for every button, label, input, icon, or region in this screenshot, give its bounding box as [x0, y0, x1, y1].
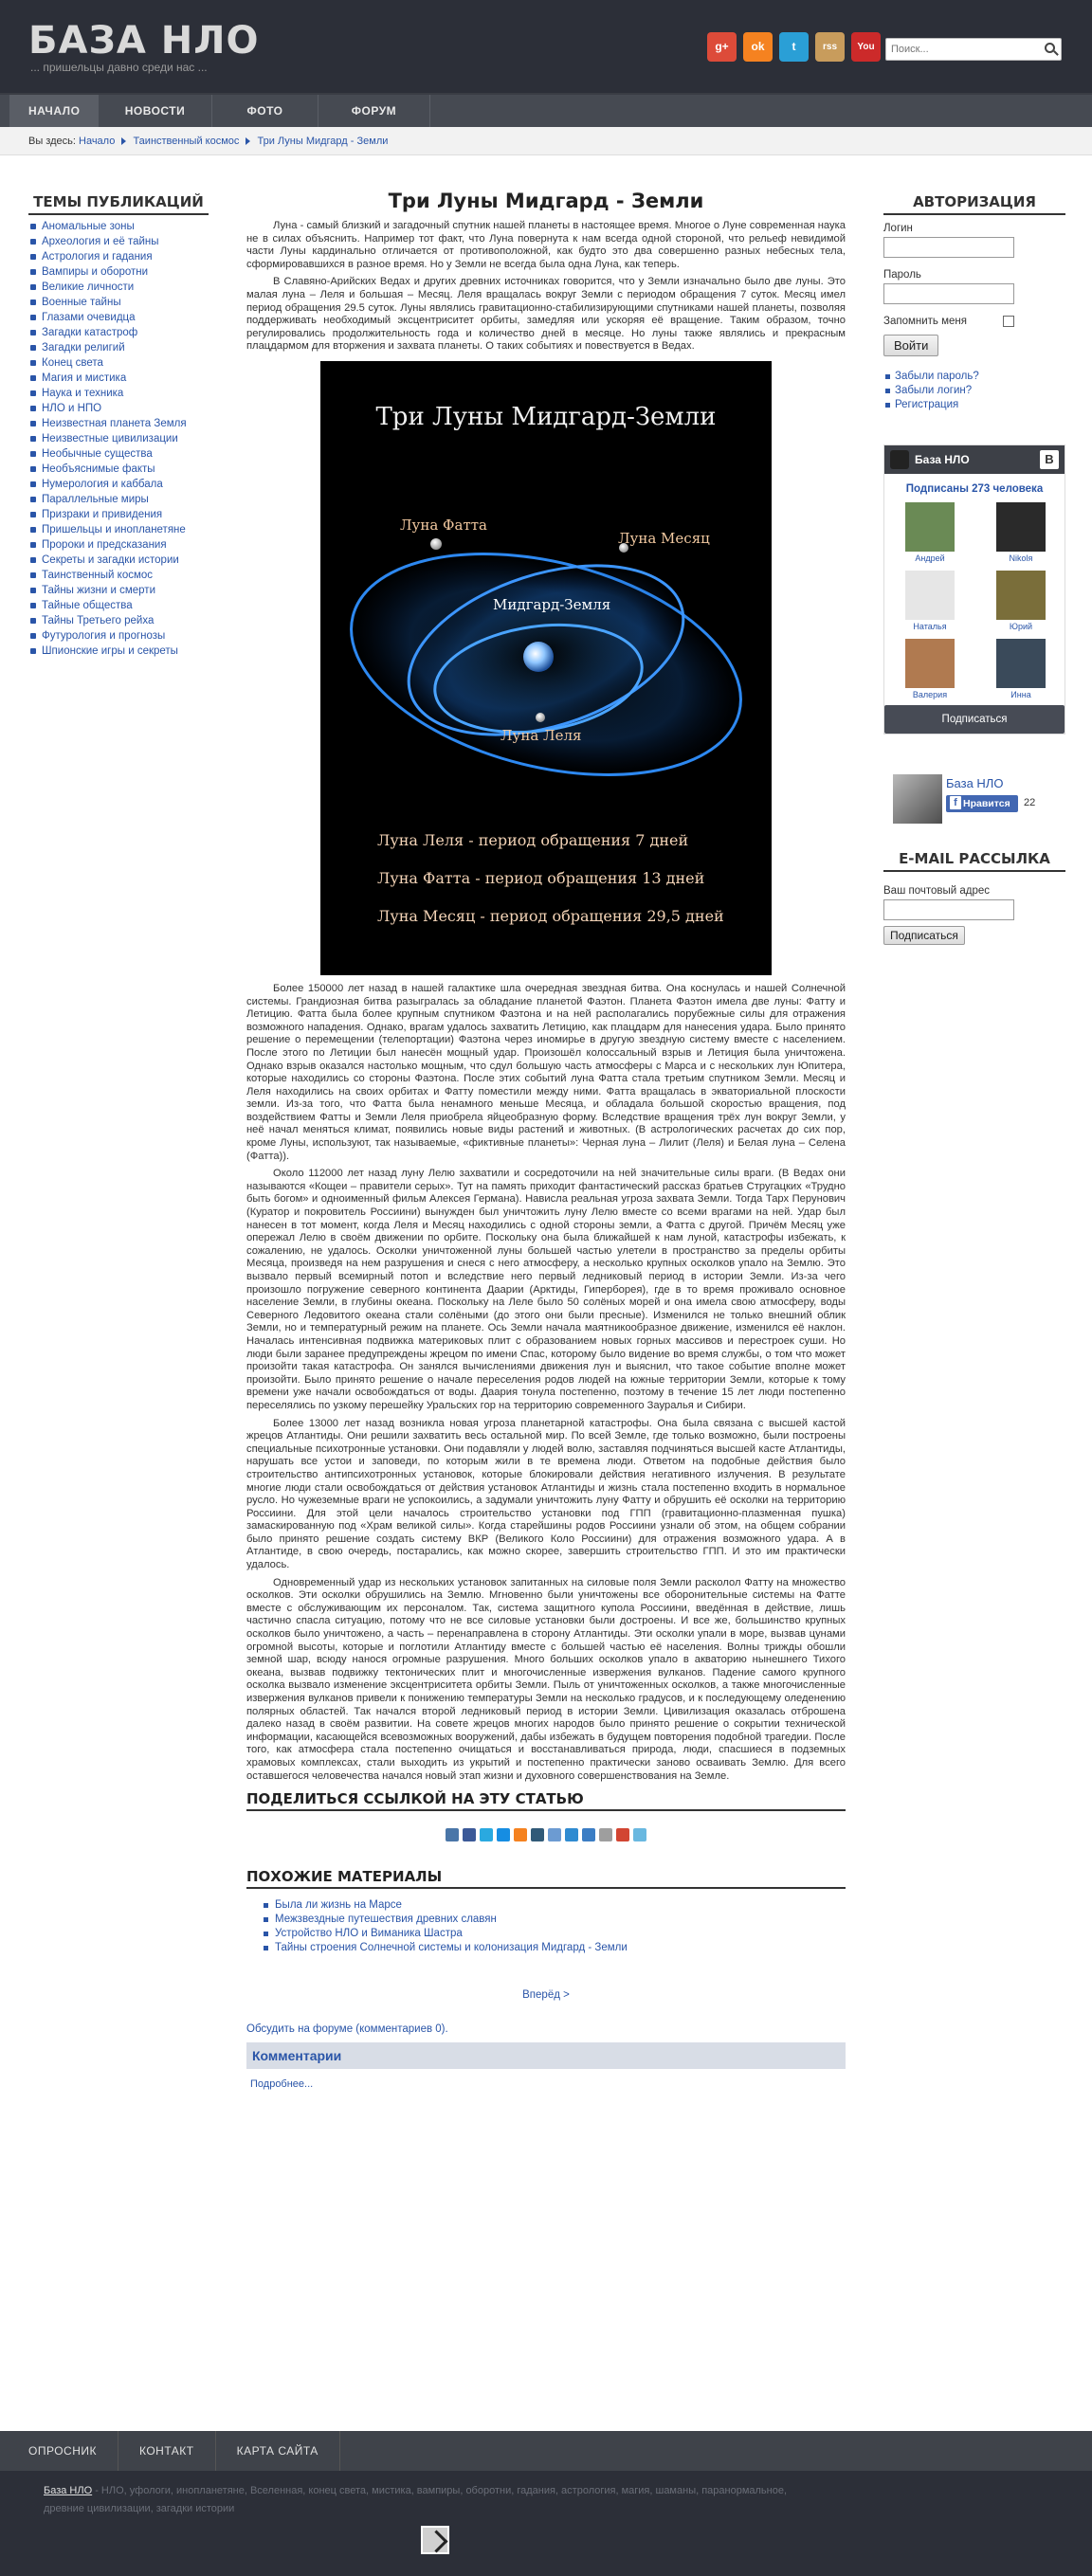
topic-link[interactable]: Загадки религий [28, 340, 209, 355]
topic-link[interactable]: Секреты и загадки истории [28, 553, 209, 568]
topic-link[interactable]: Необычные существа [28, 446, 209, 462]
vk-member-name[interactable]: Юрий [1009, 622, 1033, 631]
search-icon[interactable] [1045, 43, 1055, 53]
facebook-widget [883, 774, 1065, 829]
avatar[interactable] [996, 502, 1046, 552]
forgot-login-link[interactable]: Забыли логин? [883, 384, 1065, 398]
email-subscribe-button[interactable]: Подписаться [883, 926, 965, 945]
fb-like-count: 22 [1024, 797, 1036, 808]
avatar[interactable] [996, 639, 1046, 688]
site-footer [0, 2471, 1092, 2576]
breadcrumb-prefix: Вы здесь: [28, 136, 76, 147]
article-paragraph: Одновременный удар из нескольких установок запитанных на силовые поля Земли расколол Фатту на множество осколков. Эти осколки обрушились на Землю. Мгновенно были уничтожены все оборонительные системы на Фатте вместе с обслуживающим их персоналом. Так, система защитного купола Россиини, введённая в действие, лишь частично спасла ситуацию, потому что не все силовые установки были достроены. И все же, большинство крупных осколков было уничтожено, а часть – перенаправлена в сторону Атлантиды. Эти осколки упали в море, вызвав цунами огромной высоты, которые и поглотили Атлантиду вместе с большей частью её населения. Волны трижды обошли земной шар, всюду нанося огромные разрушения. Много больших осколков упало в акваторию нынешнего Тихого океана, вызвав подвижку тектонических плит и многочисленные извержения вулканов. Падение самого крупного осколка вызвало изменение эксцентриситета орбиты Земли. Пыль от уничтоженных осколков, а также многочисленные извержения вулканов привели к понижению температуры Земли на несколько градусов, и к последующему оледенению полярных областей. Так начался второй ледниковый период в истории Земли. Цивилизация оказалась отброшена далеко назад в своём развитии. На совете жрецов многих народов было принято решение о сокрытии технической информации, касающейся всевозможных вооружений, дабы избежать в будущем повторения подобной трагедии. После того, как атмосфера стала постепенно очищаться и восстанавливаться природа, люди, спасшиеся в подземных храмовых комплексах, стали выходить из укрытий и постепенно практически заново осваивать Землю. Для всего оставшегося человечества начался новый этап жизни и духовного совершенствования на Земле. [246, 1576, 846, 1782]
topic-link[interactable]: Шпионские игры и секреты [28, 644, 209, 659]
vk-member[interactable] [884, 639, 975, 699]
email-title: E-MAIL РАССЫЛКА [883, 850, 1065, 872]
related-link-text[interactable]: Межзвездные путешествия древних славян [275, 1914, 497, 1926]
nav-news[interactable]: НОВОСТИ [99, 95, 212, 127]
fb-like-button[interactable]: f Нравится [946, 795, 1018, 812]
vk-header[interactable] [884, 445, 1065, 474]
right-sidebar [883, 193, 1065, 945]
odnoklassniki-icon[interactable]: ok [743, 32, 773, 62]
topic-link[interactable]: Вампиры и оборотни [28, 264, 209, 280]
next-link-wrap [246, 1989, 846, 2001]
comments-bar[interactable]: Комментарии [246, 2042, 846, 2069]
livejournal-share-icon[interactable] [531, 1828, 544, 1841]
google-plus-icon[interactable]: g+ [707, 32, 737, 62]
three-moons-image [320, 361, 772, 975]
topic-link[interactable]: Археология и её тайны [28, 234, 209, 249]
related-link[interactable] [264, 1898, 846, 1913]
vk-member-name[interactable]: Валерия [912, 690, 948, 699]
related-link[interactable] [264, 1913, 846, 1927]
remember-label: Запомнить меня [883, 316, 967, 327]
vk-group-name: База НЛО [915, 453, 970, 466]
vk-members [884, 502, 1065, 699]
topic-link[interactable]: Великие личности [28, 280, 209, 295]
auth-links [883, 370, 1065, 412]
email-input[interactable] [883, 899, 1014, 920]
topic-link[interactable]: Неизвестные цивилизации [28, 431, 209, 446]
site-header [0, 0, 1092, 93]
label-lelya: Луна Леля [500, 726, 582, 744]
content-area [0, 155, 1092, 2407]
search-box [885, 38, 1062, 61]
topics-title: ТЕМЫ ПУБЛИКАЦИЙ [28, 193, 209, 215]
footer-brand-link[interactable]: База НЛО [44, 2485, 93, 2496]
fb-page-name[interactable]: База НЛО [946, 776, 1004, 790]
label-fatta: Луна Фатта [400, 516, 487, 534]
earth-planet [523, 642, 554, 672]
password-input[interactable] [883, 283, 1014, 304]
topic-link[interactable]: Наука и техника [28, 386, 209, 401]
related-link-text[interactable]: Была ли жизнь на Марсе [275, 1899, 402, 1912]
vk-member[interactable] [975, 571, 1066, 631]
vk-member[interactable] [884, 571, 975, 631]
left-sidebar [28, 193, 209, 659]
moimir-share-icon[interactable] [582, 1828, 595, 1841]
vk-member[interactable] [975, 502, 1066, 563]
topic-link[interactable]: Таинственный космос [28, 568, 209, 583]
forum-link[interactable]: Обсудить на форуме (комментариев 0). [246, 2023, 448, 2036]
article-paragraph: Луна - самый близкий и загадочный спутник нашей планеты в настоящее время. Многое о Луне современная наука не в силах объяснить. Например тот факт, что Луна повернута к нам всегда одной стороной, что рельеф невидимой части Луны кардинально отличается от противоположной, как будто это два совершенно разных небесных тела, сформировавшихся в разное время. Но у Земли не всегда была одна Луна, как теперь. [246, 220, 846, 270]
topic-link[interactable]: Параллельные миры [28, 492, 209, 507]
vk-subscribe-button[interactable]: Подписаться [884, 705, 1065, 734]
avatar[interactable] [905, 639, 955, 688]
article-paragraph: Более 13000 лет назад возникла новая угроза планетарной катастрофы. Она была связана с высшей кастой жрецов Атлантиды. Они решили захватить весь остальной мир. По всей Земле, где только возможно, были построены специальные психотронные установки. Они подавляли у людей волю, заставляя подчиняться высшей касте Атлантиды, нарушать все устои и заповеди, по которым жили в те времена люди. Ответом на подобные действия было строительство антипсихотронных установок, которые блокировали действия негативного излучения. В результате многие люди стали освобождаться от действия установок Атлантиды и жизнь стала постепенно входить в нормальное русло. Но чужеземные враги не успокоились, а задумали уничтожить луну Фатту и обрушить её осколки на территорию Россиини. Для этой цели началось строительство установки под ГПП (гравитационно-плазменная пушка) замаскированную под «Храм великой силы». Когда старейшины родов Россиини узнали об этом, на общем собрании было принято решение создать систему ВКР (Великого Коло Россиини) для отражения возможного удара. А в Атлантиде, в свою очередь, постарались, как можно скорее, завершить строительство ГПП. И это им практически удалось. [246, 1417, 846, 1571]
search-input[interactable] [886, 39, 1038, 60]
share-icons [246, 1828, 846, 1841]
breadcrumb-home[interactable]: Начало [79, 136, 116, 147]
topic-link[interactable]: Пришельцы и инопланетяне [28, 522, 209, 537]
moon-fatta [430, 538, 442, 550]
related-link[interactable] [264, 1927, 846, 1941]
topic-link[interactable]: Тайны жизни и смерти [28, 583, 209, 598]
login-label: Логин [883, 223, 913, 234]
image-title: Три Луны Мидгард-Земли [375, 402, 717, 431]
article [246, 190, 846, 2090]
twitter-icon[interactable]: t [779, 32, 809, 62]
related-title: ПОХОЖИЕ МАТЕРИАЛЫ [246, 1868, 846, 1889]
related-link-text[interactable]: Устройство НЛО и Виманика Шастра [275, 1928, 463, 1940]
topic-link[interactable]: Тайные общества [28, 598, 209, 613]
footer-nav [0, 2431, 1092, 2471]
breadcrumb-category[interactable]: Таинственный космос [133, 136, 240, 147]
forum-link-wrap [246, 2023, 846, 2035]
footer-nav-sitemap[interactable]: КАРТА САЙТА [216, 2431, 340, 2471]
topics-list [28, 219, 209, 659]
yandex-share-icon[interactable] [599, 1828, 612, 1841]
topic-link[interactable]: Астрология и гадания [28, 249, 209, 264]
login-button[interactable]: Войти [883, 335, 938, 356]
topic-link[interactable]: Глазами очевидца [28, 310, 209, 325]
site-logo[interactable]: БАЗА НЛО [28, 19, 260, 63]
nav-photo[interactable]: ФОТО [212, 95, 318, 127]
topic-link[interactable]: Необъяснимые факты [28, 462, 209, 477]
article-paragraph: Более 150000 лет назад в нашей галактике шла очередная звездная битва. Она коснулась и нашей Солнечной системы. Грандиозная битва разыгралась за обладание планетой Фаэтон. Планета Фаэтон имела две луны: Фатту и Летицию. Фатта была более крупным спутником Фаэтона и на ней располагались порубежные силы для отражения возможного нападения. Однако, врагам удалось захватить Летицию, как плацдарм для нанесения удара. Было принято решение о перемещении (телепортации) Фаэтона через иномирье в другую звездную систему вместе с населением. После этого по Летиции был нанесён мощный удар. Произошёл колоссальный взрыв и Летиция была уничтожена. Однако взрыв оказался настолько мощным, что сдул большую часть атмосферы с Марса и с нескольких лун Юпитера, которые находились со стороны Фаэтона. После этих событий луна Фатта стала третьим спутником Земли. Месяц и Леля находились на своих орбитах и Фатту поместили между ними. Фатта вращалась в экваториальной плоскости земли. Из-за того, что Фатта была ненамного меньше Месяца, и обладала большой скоростью вращения, под воздействием Фатты и Земли Леля приобрела яйцеобразную форму. Вследствие вращения трёх лун вокруг Земли, у неё начал меняться климат, появились новые виды растений и животных. (В астрологических расчетах до сих пор, кроме Луны, используют, так называемые, «фиктивные планеты»: Черная луна – Лилит (Леля) и Белая луна – Селена (Фатта)). [246, 982, 846, 1162]
remember-checkbox[interactable] [1003, 316, 1014, 327]
vk-widget [883, 444, 1065, 735]
topic-link[interactable]: Пророки и предсказания [28, 537, 209, 553]
remember-row [883, 316, 1065, 327]
vk-member-name[interactable]: Андрей [915, 553, 945, 563]
vk-member[interactable] [975, 639, 1066, 699]
twitter-share-icon[interactable] [480, 1828, 493, 1841]
vk-member-name[interactable]: Наталья [913, 622, 947, 631]
topic-link[interactable]: Военные тайны [28, 295, 209, 310]
topic-link[interactable]: Загадки катастроф [28, 325, 209, 340]
topic-link[interactable]: НЛО и НПО [28, 401, 209, 416]
article-paragraph: В Славяно-Арийских Ведах и других древних источниках говорится, что у Земли изначально было две луны. Это малая луна – Леля и большая – Месяц. Леля вращалась вокруг Земли с периодом обращения 7 суток. Месяц имел период обращения 29.5 суток. Луны являлись гравитационно-стабилизирующими спутниками нашей планеты, позволяя поддерживать необходимый эксцентриситет орбиты, замедляя или ускоряя её вращение. Таким образом, точно регулировались продолжительность года и количество дней в месяце. Но луны также являлись и прекрасным плацдармом для вторжения и захвата планеты. О таких событиях и повествуется в Ведах. [246, 276, 846, 353]
facebook-share-icon[interactable] [463, 1828, 476, 1841]
label-mesyats: Луна Месяц [618, 529, 710, 547]
more-link[interactable]: Подробнее... [250, 2078, 314, 2091]
related-list [264, 1898, 846, 1955]
breadcrumb-arrow-icon [246, 137, 250, 145]
odnoklassniki-share-icon[interactable] [514, 1828, 527, 1841]
youtube-icon[interactable]: You [851, 32, 881, 62]
more-link-wrap [246, 2078, 846, 2090]
vk-group-avatar [890, 450, 909, 469]
forgot-password-link[interactable]: Забыли пароль? [883, 370, 1065, 384]
vk-subscribers[interactable]: Подписаны 273 человека [905, 483, 1044, 495]
nav-home[interactable]: НАЧАЛО [9, 95, 99, 127]
topic-link[interactable]: Нумерология и каббала [28, 477, 209, 492]
avatar[interactable] [905, 571, 955, 620]
mailru-share-icon[interactable] [497, 1828, 510, 1841]
avatar[interactable] [996, 571, 1046, 620]
moon-lelya [536, 713, 545, 722]
footer-text [44, 2482, 821, 2518]
breadcrumb-current[interactable]: Три Луны Мидгард - Земли [257, 136, 389, 147]
googleplus-share-icon[interactable] [616, 1828, 629, 1841]
topic-link[interactable]: Футурология и прогнозы [28, 628, 209, 644]
register-link[interactable]: Регистрация [883, 398, 1065, 412]
footer-nav-contact[interactable]: КОНТАКТ [118, 2431, 216, 2471]
period-fatta: Луна Фатта - период обращения 13 дней [377, 868, 705, 887]
related-link[interactable] [264, 1941, 846, 1955]
page-title: Три Луны Мидгард - Земли [388, 190, 704, 212]
footer-description: - НЛО, уфологи, инопланетяне, Вселенная, конец света, мистика, вампиры, оборотни, гадания, астрология, магия, шаманы, паранормальное, древние цивилизации, загадки истории [44, 2485, 788, 2514]
vk-member-name[interactable]: Nikolя [1009, 553, 1033, 563]
next-link[interactable]: Вперёд > [522, 1989, 570, 2002]
site-tagline: ... пришельцы давно среди нас ... [30, 61, 208, 74]
topic-link[interactable]: Призраки и привидения [28, 507, 209, 522]
vk-member[interactable] [884, 502, 975, 563]
social-links [707, 32, 881, 62]
rss-icon[interactable]: rss [815, 32, 845, 62]
vk-member-name[interactable]: Инна [1010, 690, 1031, 699]
liveinternet-share-icon[interactable] [565, 1828, 578, 1841]
password-label: Пароль [883, 269, 921, 281]
topic-link[interactable]: Аномальные зоны [28, 219, 209, 234]
bookmark-share-icon[interactable] [633, 1828, 646, 1841]
avatar[interactable] [905, 502, 955, 552]
article-paragraph: Около 112000 лет назад луну Лелю захватили и сосредоточили на ней значительные силы враги. (В Ведах они называются «Кощеи – правители серых». Тут на память приходит фантастический рассказ братьев Стругацких «Трудно быть богом» и одноименный фильм Алексея Германа). Навислa реальная угроза захвата Земли. Тогда Тарх Перунович (Куратор и покровитель Россиини) вынужден был уничтожить луну Лелю вместе со всеми врагами на ней. Удар был нанесен в тот момент, когда Леля и Месяц находились с одной стороны земли, а Фатта с другой. Причём Месяц уже опережал Лелю в своём движении по орбите. Поскольку она была ближайшей к нам луной, катастрофы избежать, к сожалению, не удалось. Осколки уничтоженной луны большей частью улетели в пространство за пределы орбиты Месяца, произведя на нем разрушения и снеся с него атмосферу, а несколько крупных осколков упало на Землю. Это вызвало первый всемирный потоп и вследствие него первый ледниковый период в истории Земли. Из-за чего произошло погружение северного континента Даарии (Арктиды, Гиперборея), где в то время проживало основное население Земли, в глубины океана. Поскольку на Леле было 50 солёных морей и она имела свою атмосферу, воды Северного Ледовитого океана стали солёными (до этого они были пресные). Изменился не только внешний облик Земли, но и температурный режим на планете. Ось Земли начала маятникообразное движение, изменился её наклон. Началась интенсивная подвижка материковых плит с образованием новых горных массивов и перестроек суши. Но люди были заранее предупреждены жрецом по имени Спас, которому было видение во время службы, о том что может произойти такая катастрофа. Он занялся вычислениями движения лун и выяснил, что такое событие вполне может произойти. Было принято решение о начале переселения родов людей на южные территории Земли, которые к тому времени уже начали освобождаться от воды. Даария тонула постепенно, поэтому в течение 15 лет люди постепенно переселялись по узкому перешейку Уральских гор на территорию современного Зауралья и Сибири. [246, 1168, 846, 1411]
related-link-text[interactable]: Тайны строения Солнечной системы и колонизация Мидгард - Земли [275, 1942, 628, 1954]
google-share-icon[interactable] [548, 1828, 561, 1841]
label-earth: Мидгард-Земля [493, 595, 611, 613]
counter-icon[interactable] [421, 2526, 449, 2554]
footer-nav-survey[interactable]: ОПРОСНИК [8, 2431, 118, 2471]
nav-forum[interactable]: ФОРУМ [318, 95, 430, 127]
auth-title: АВТОРИЗАЦИЯ [883, 193, 1065, 215]
topic-link[interactable]: Тайны Третьего рейха [28, 613, 209, 628]
main-nav [0, 93, 1092, 127]
period-lelya: Луна Леля - период обращения 7 дней [377, 830, 689, 849]
login-input[interactable] [883, 237, 1014, 258]
vk-icon: В [1040, 450, 1059, 469]
vk-share-icon[interactable] [446, 1828, 459, 1841]
topic-link[interactable]: Неизвестная планета Земля [28, 416, 209, 431]
email-label: Ваш почтовый адрес [883, 885, 991, 897]
topic-link[interactable]: Магия и мистика [28, 371, 209, 386]
breadcrumb-arrow-icon [121, 137, 126, 145]
breadcrumb [0, 127, 1092, 155]
fb-page-avatar[interactable] [893, 774, 942, 824]
share-title: ПОДЕЛИТЬСЯ ССЫЛКОЙ НА ЭТУ СТАТЬЮ [246, 1790, 846, 1811]
period-mesyats: Луна Месяц - период обращения 29,5 дней [377, 906, 724, 925]
topic-link[interactable]: Конец света [28, 355, 209, 371]
